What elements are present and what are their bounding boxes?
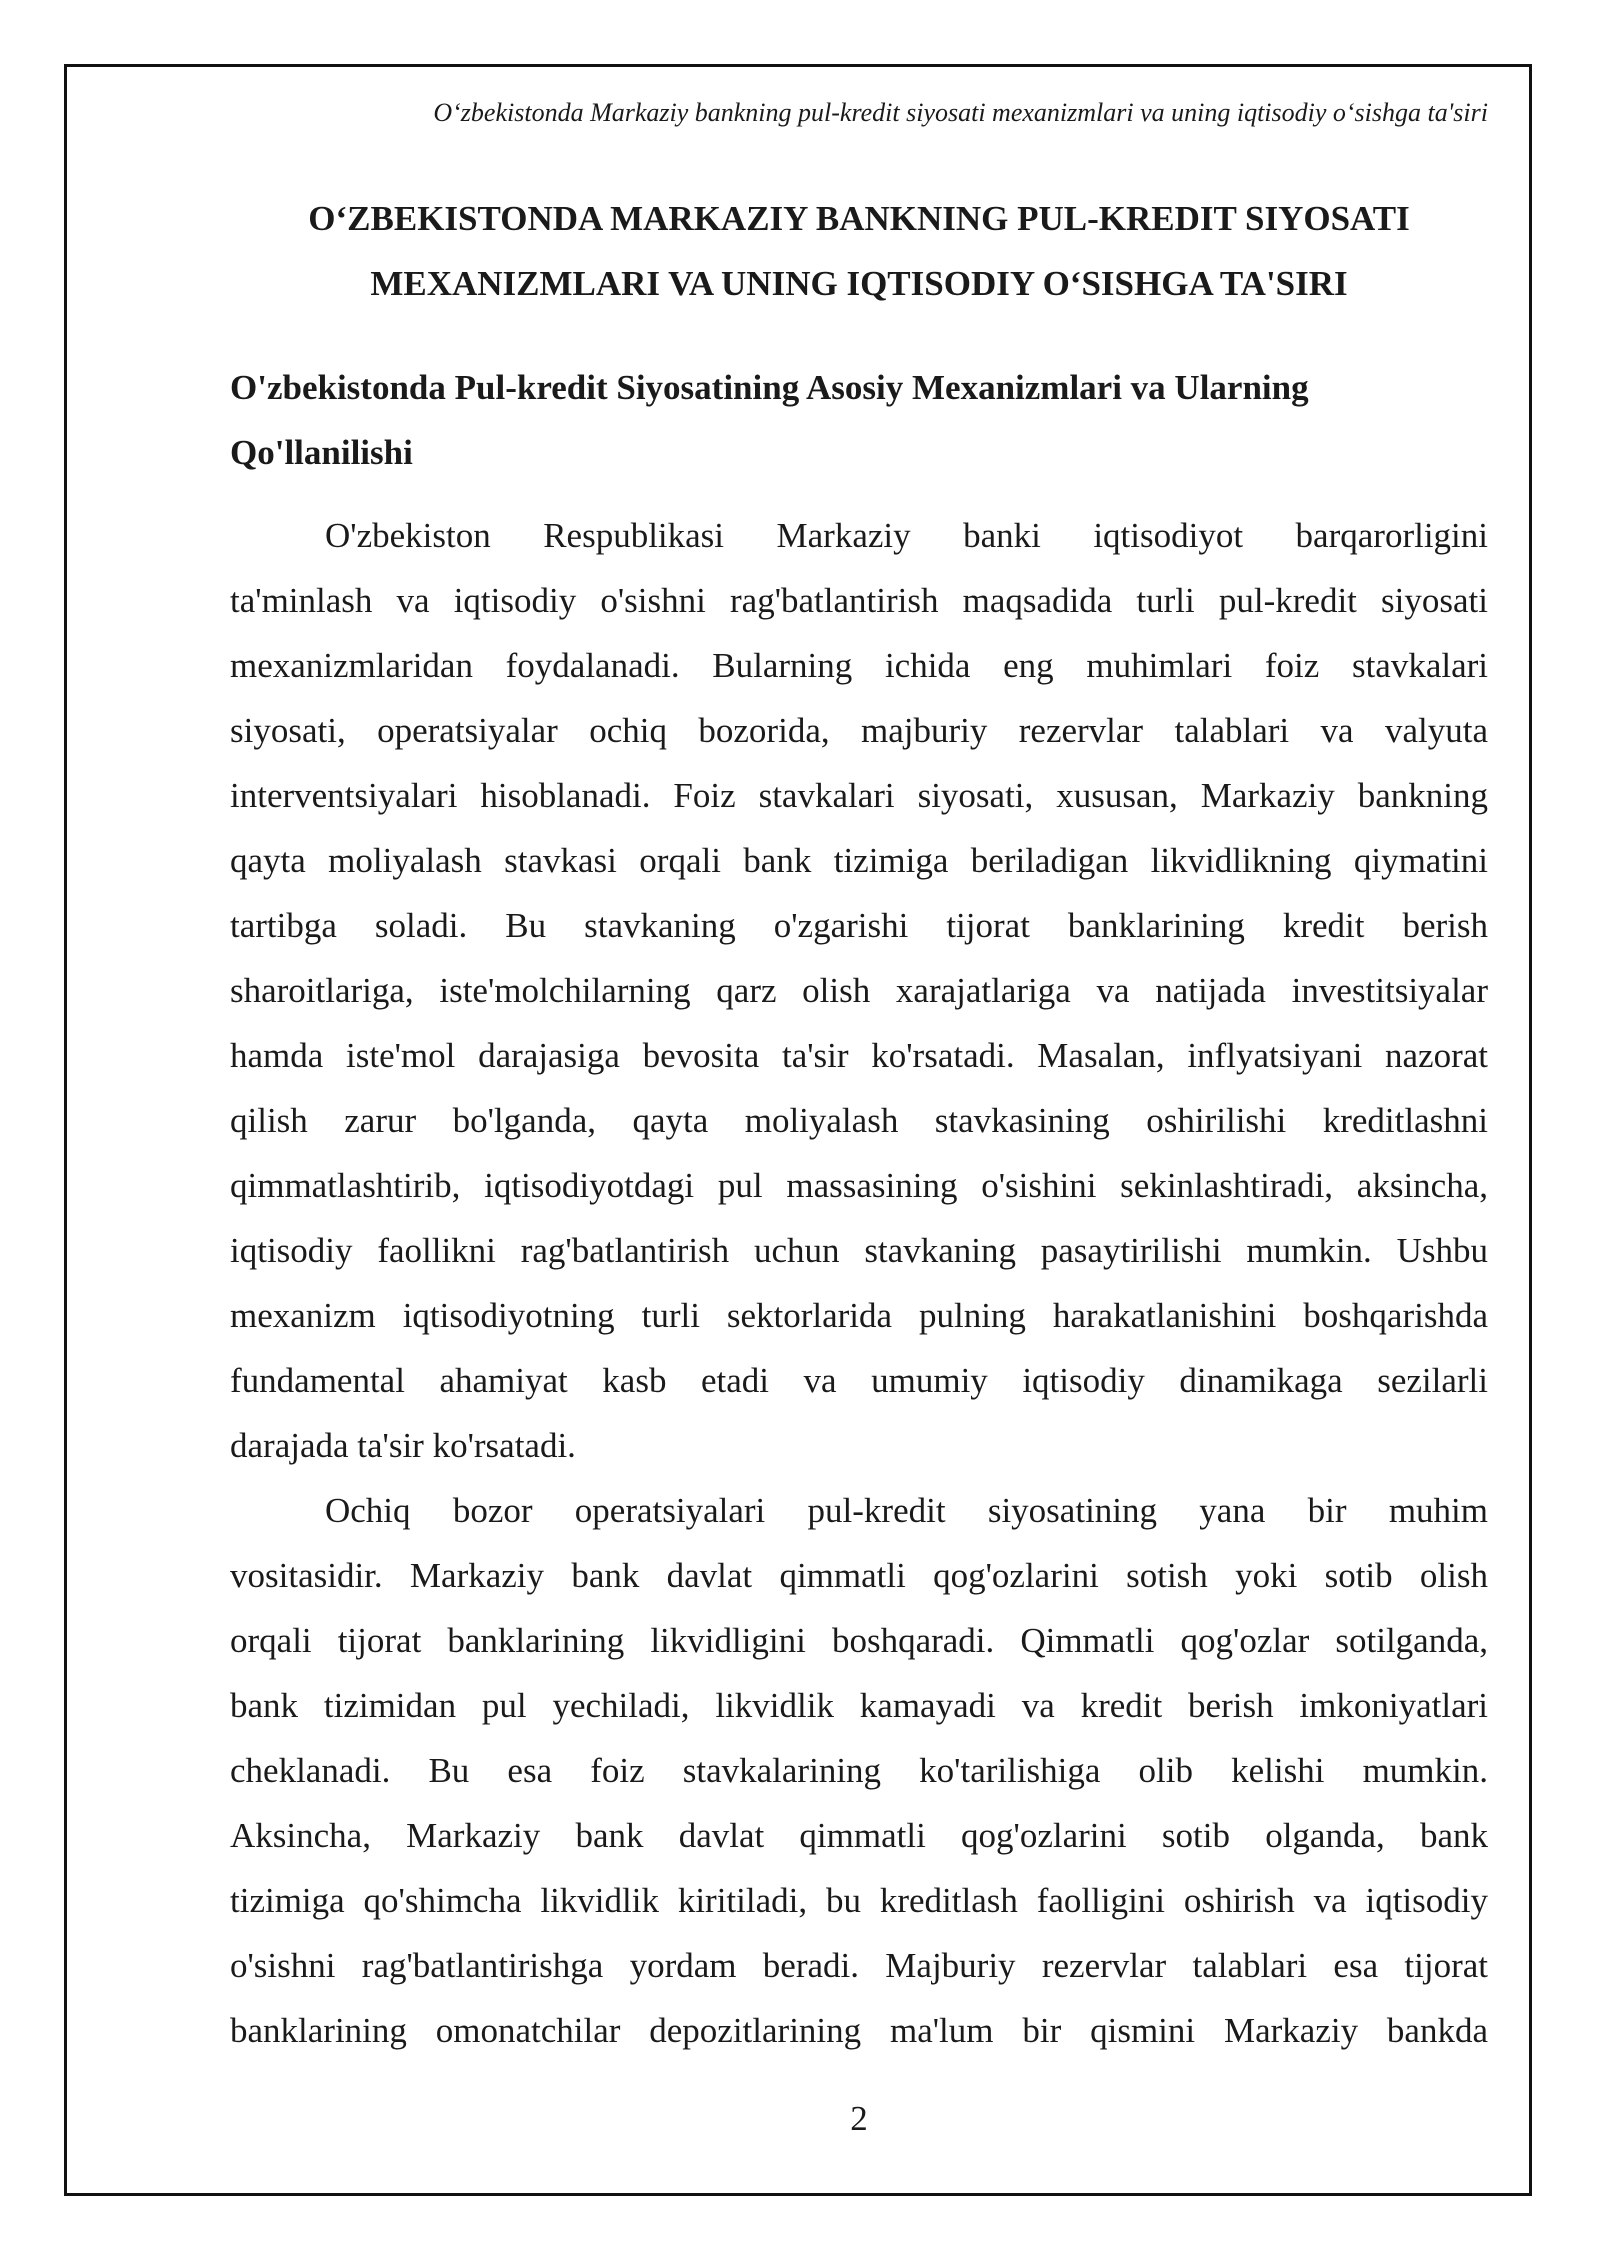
paragraph-interest-rate-policy	[230, 503, 1488, 1478]
text-line: tizimiga qo'shimcha likvidlik kiritiladi, bu kreditlash faolligini oshirish va iqtisodiy	[230, 1881, 1488, 1920]
section-heading-line: Qo'llanilishi	[230, 433, 413, 472]
page-number: 2	[850, 2099, 868, 2138]
text-line: O'zbekiston Respublikasi Markaziy banki iqtisodiyot barqarorligini	[325, 516, 1488, 555]
text-line: ta'minlash va iqtisodiy o'sishni rag'batlantirish maqsadida turli pul-kredit siyosati	[230, 581, 1488, 620]
document-title-line: MEXANIZMLARI VA UNING IQTISODIY O‘SISHGA TA'SIRI	[370, 264, 1348, 303]
text-line: o'sishni rag'batlantirishga yordam beradi. Majburiy rezervlar talablari esa tijorat	[230, 1946, 1488, 1985]
running-header: O‘zbekistonda Markaziy bankning pul-kredit siyosati mexanizmlari va uning iqtisodiy o‘sishga ta'siri	[433, 98, 1488, 127]
text-line: banklarining omonatchilar depozitlarining ma'lum bir qismini Markaziy bankda	[230, 2011, 1488, 2050]
text-line: interventsiyalari hisoblanadi. Foiz stavkalari siyosati, xususan, Markaziy bankning	[230, 776, 1488, 815]
text-line: Ochiq bozor operatsiyalari pul-kredit siyosatining yana bir muhim	[325, 1491, 1488, 1530]
document-title	[230, 186, 1488, 316]
text-line: darajada ta'sir ko'rsatadi.	[230, 1426, 576, 1465]
text-line: siyosati, operatsiyalar ochiq bozorida, majburiy rezervlar talablari va valyuta	[230, 711, 1488, 750]
text-line: fundamental ahamiyat kasb etadi va umumiy iqtisodiy dinamikaga sezilarli	[230, 1361, 1488, 1400]
text-line: bank tizimidan pul yechiladi, likvidlik kamayadi va kredit berish imkoniyatlari	[230, 1686, 1488, 1725]
body-text	[230, 503, 1488, 2063]
text-line: mexanizmlaridan foydalanadi. Bularning ichida eng muhimlari foiz stavkalari	[230, 646, 1488, 685]
text-line: orqali tijorat banklarining likvidligini boshqaradi. Qimmatli qog'ozlar sotilganda,	[230, 1621, 1488, 1660]
text-line: cheklanadi. Bu esa foiz stavkalarining ko'tarilishiga olib kelishi mumkin.	[230, 1751, 1488, 1790]
document-title-line: O‘ZBEKISTONDA MARKAZIY BANKNING PUL-KREDIT SIYOSATI	[308, 199, 1410, 238]
section-heading-line: O'zbekistonda Pul-kredit Siyosatining Asosiy Mexanizmlari va Ularning	[230, 368, 1309, 407]
text-line: tartibga soladi. Bu stavkaning o'zgarishi tijorat banklarining kredit berish	[230, 906, 1488, 945]
paragraph-open-market-operations	[230, 1478, 1488, 2063]
text-line: qayta moliyalash stavkasi orqali bank tizimiga beriladigan likvidlikning qiymatini	[230, 841, 1488, 880]
text-line: iqtisodiy faollikni rag'batlantirish uchun stavkaning pasaytirilishi mumkin. Ushbu	[230, 1231, 1488, 1270]
text-line: qilish zarur bo'lganda, qayta moliyalash stavkasining oshirilishi kreditlashni	[230, 1101, 1488, 1140]
text-line: hamda iste'mol darajasiga bevosita ta'sir ko'rsatadi. Masalan, inflyatsiyani nazorat	[230, 1036, 1488, 1075]
text-line: Aksincha, Markaziy bank davlat qimmatli qog'ozlarini sotib olganda, bank	[230, 1816, 1488, 1855]
text-line: sharoitlariga, iste'molchilarning qarz olish xarajatlariga va natijada investitsiyalar	[230, 971, 1488, 1010]
text-line: qimmatlashtirib, iqtisodiyotdagi pul massasining o'sishini sekinlashtiradi, aksincha,	[230, 1166, 1488, 1205]
text-line: vositasidir. Markaziy bank davlat qimmatli qog'ozlarini sotish yoki sotib olish	[230, 1556, 1488, 1595]
text-line: mexanizm iqtisodiyotning turli sektorlarida pulning harakatlanishini boshqarishda	[230, 1296, 1488, 1335]
section-heading	[230, 355, 1488, 485]
